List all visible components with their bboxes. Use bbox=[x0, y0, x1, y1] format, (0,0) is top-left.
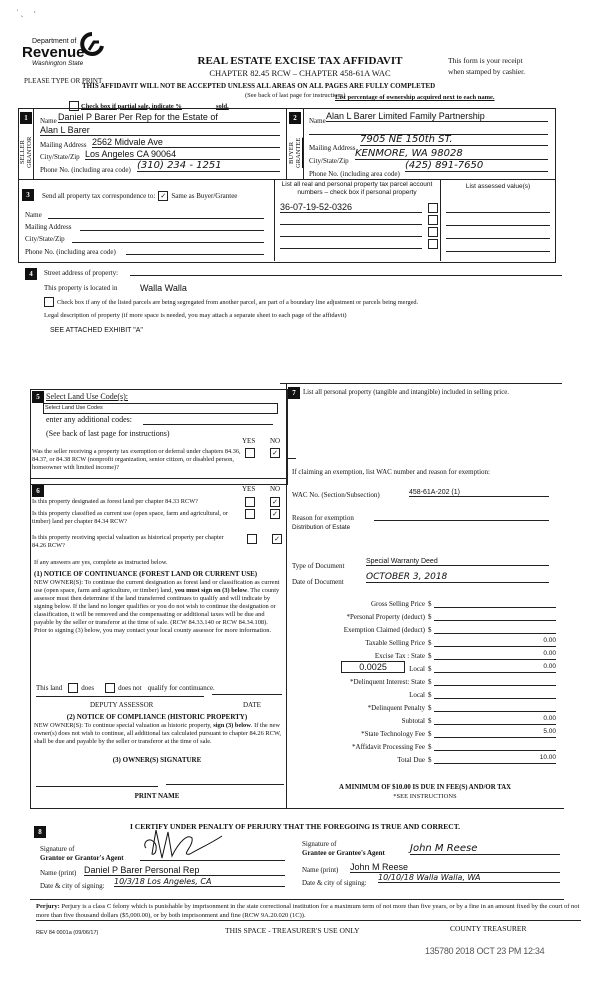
parcel-row bbox=[280, 201, 440, 213]
grantor-label: GRANTOR bbox=[26, 136, 33, 169]
amount-row-tech-fee bbox=[290, 725, 560, 738]
seller-name-field-2[interactable]: Alan L Barer bbox=[40, 125, 280, 136]
section-3-badge: 3 bbox=[22, 189, 34, 201]
treasurer-space: THIS SPACE - TREASURER'S USE ONLY bbox=[225, 926, 360, 935]
grantee-name-field[interactable]: John M Reese bbox=[350, 862, 560, 873]
currency-sign: $ bbox=[428, 717, 432, 725]
amount-field[interactable]: 0.00 bbox=[434, 663, 556, 673]
grantor-sig-label-1: Signature of bbox=[40, 845, 75, 853]
land-use-select[interactable]: Select Land Use Codes bbox=[43, 403, 278, 414]
doc-date-field[interactable]: OCTOBER 3, 2018 bbox=[366, 572, 549, 583]
corr-name-field[interactable] bbox=[48, 218, 264, 219]
currency-sign: $ bbox=[428, 652, 432, 660]
parties-divider bbox=[286, 108, 287, 179]
segregated-checkbox[interactable] bbox=[44, 297, 54, 307]
amount-label: *Delinquent Penalty bbox=[367, 704, 425, 712]
amount-field[interactable]: 5.00 bbox=[434, 728, 556, 738]
assessed-header: List assessed value(s) bbox=[465, 183, 531, 190]
if-yes-note: If any answers are yes, complete as instructed below. bbox=[34, 559, 168, 566]
assessed-column-border bbox=[440, 179, 441, 261]
receipt-note-2: when stamped by cashier. bbox=[448, 67, 526, 76]
amount-label: Local bbox=[409, 691, 425, 699]
section-6-yes-header: YES bbox=[242, 485, 256, 493]
parcel-row bbox=[280, 225, 440, 237]
assessed-value-field[interactable] bbox=[446, 201, 550, 213]
corr-name-label: Name bbox=[25, 211, 42, 219]
grantor-date-label: Date & city of signing: bbox=[40, 882, 105, 890]
currency-sign: $ bbox=[428, 756, 432, 764]
section-6-no-header: NO bbox=[270, 485, 281, 493]
section-2-inner-border bbox=[303, 108, 304, 179]
notice-1-title: (1) NOTICE OF CONTINUANCE (FOREST LAND OR CURRENT USE) bbox=[34, 570, 258, 578]
segregated-label: Check box if any of the listed parcels are being segregated from another parcel, are part of a boundary line adjustment or parcels being merged. bbox=[57, 298, 419, 306]
additional-codes-label: enter any additional codes: bbox=[46, 415, 132, 424]
same-as-buyer-label: Same as Buyer/Grantee bbox=[171, 192, 238, 200]
legal-description-label: Legal description of property (if more space is needed, you may attach a separate sheet to each page of the affidavit) bbox=[44, 312, 347, 319]
continuance-row bbox=[36, 683, 215, 693]
amount-row-penalty bbox=[290, 699, 560, 712]
reason-value[interactable]: Distribution of Estate bbox=[292, 524, 351, 531]
parcel-number-field[interactable] bbox=[280, 215, 422, 225]
parcel-number-field[interactable] bbox=[280, 239, 422, 249]
assessed-value-field[interactable] bbox=[446, 213, 550, 226]
seller-address-field[interactable]: 2562 Midvale Ave bbox=[92, 137, 280, 148]
current-use-question: Is this property classified as current use (open space, farm and agricultural, or timber) land per chapter 84.34 RCW? bbox=[32, 510, 228, 525]
currency-sign: $ bbox=[428, 730, 432, 738]
currency-sign: $ bbox=[428, 665, 432, 673]
amount-label: Gross Selling Price bbox=[370, 600, 425, 608]
notice-1-bold: you must sign on (3) below bbox=[174, 587, 248, 594]
amount-label: Excise Tax : State bbox=[374, 652, 425, 660]
amount-field[interactable] bbox=[434, 676, 556, 686]
buyer-address-field[interactable]: 7905 NE 150th ST. bbox=[360, 134, 548, 146]
personal-property-label: List all personal property (tangible and intangible) included in selling price. bbox=[303, 389, 509, 396]
buyer-phone-label: Phone No. (including area code) bbox=[309, 170, 400, 178]
amount-label: Local bbox=[409, 665, 425, 673]
amount-label: *Delinquent Interest: State bbox=[349, 678, 425, 686]
grantee-name-label: Name (print) bbox=[302, 866, 339, 874]
local-rate-group bbox=[290, 661, 425, 673]
grantor-signature-line[interactable] bbox=[140, 860, 285, 861]
lower-top-rule bbox=[280, 383, 562, 384]
grantee-date-field[interactable]: 10/10/18 Walla Walla, WA bbox=[378, 873, 560, 883]
grantor-signature[interactable] bbox=[140, 826, 240, 862]
owner-signature-line[interactable] bbox=[36, 786, 158, 787]
does-not-label: does not bbox=[118, 684, 142, 692]
historical-no-checkbox[interactable]: ✓ bbox=[272, 534, 282, 544]
amount-field[interactable] bbox=[434, 598, 556, 608]
amounts-table bbox=[290, 595, 560, 764]
section-5-see-back: (See back of last page for instructions) bbox=[46, 429, 170, 438]
section-5-badge: 5 bbox=[32, 391, 44, 403]
currency-sign: $ bbox=[428, 626, 432, 634]
perjury-bottom-rule bbox=[36, 920, 581, 921]
amount-row-personal bbox=[290, 608, 560, 621]
agency-line1: Department of bbox=[32, 38, 77, 45]
see-instructions: *SEE INSTRUCTIONS bbox=[393, 793, 457, 800]
notice-2-body bbox=[34, 722, 282, 746]
amount-label: Subtotal bbox=[401, 717, 425, 725]
assessed-value-field[interactable] bbox=[446, 239, 550, 252]
revenue-logo-icon bbox=[80, 32, 104, 58]
amount-field[interactable]: 0.00 bbox=[434, 650, 556, 660]
forest-land-no-checkbox[interactable]: ✓ bbox=[270, 497, 280, 507]
amount-label: *State Technology Fee bbox=[361, 730, 425, 738]
notice-2-bold: sign (3) below bbox=[213, 722, 251, 729]
perjury-text: Perjury is a class C felony which is punishable by imprisonment in the state correctional institution for a maximum term of not more than five years, or by a fine in an amount fixed by the court of not more than five thousand dollars ($5,000.00), or by both imprisonment and fine (RCW 9A.20.020 (1C)). bbox=[36, 903, 580, 919]
treasurer-stamp: 135780 2018 OCT 23 PM 12:34 bbox=[425, 946, 545, 956]
personal-property-checkbox[interactable] bbox=[428, 227, 438, 237]
perjury-bold: Perjury: bbox=[36, 903, 60, 910]
parcel-column-border bbox=[274, 179, 275, 261]
deputy-assessor-label: DEPUTY ASSESSOR bbox=[90, 701, 154, 709]
amount-row-interest-local bbox=[290, 686, 560, 699]
seller-side-label bbox=[19, 126, 33, 179]
buyer-address-label: Mailing Address bbox=[309, 144, 356, 152]
perjury-notice bbox=[36, 902, 581, 920]
section-5-no-checkbox[interactable]: ✓ bbox=[270, 448, 280, 458]
parties-hdivider bbox=[18, 179, 555, 180]
doc-type-label: Type of Document bbox=[292, 562, 345, 570]
grantee-sig-label-1: Signature of bbox=[302, 840, 337, 848]
form-number: REV 84 0001a (09/06/17) bbox=[36, 930, 99, 936]
section-7-divider bbox=[286, 458, 296, 459]
send-correspondence-label: Send all property tax correspondence to: bbox=[42, 192, 156, 200]
partial-sale-label: Check box if partial sale, indicate % bbox=[81, 102, 182, 110]
amount-field[interactable] bbox=[434, 689, 556, 699]
notice-2-body-b: . If the new owner(s) does not wish to continue, all additional tax calculated pursuant to chapter 84.26 RCW, shall be due and payable by the seller or transferor at the time of sale. bbox=[34, 722, 281, 745]
grantee-date-label: Date & city of signing: bbox=[302, 879, 367, 887]
assessor-date-line[interactable] bbox=[212, 694, 282, 695]
certify-statement: I CERTIFY UNDER PENALTY OF PERJURY THAT THE FOREGOING IS TRUE AND CORRECT. bbox=[130, 822, 461, 831]
personal-property-checkbox[interactable] bbox=[428, 215, 438, 225]
seller-name-field[interactable]: Daniel P Barer Per Rep for the Estate of bbox=[58, 112, 280, 123]
parcel-list bbox=[280, 201, 440, 249]
currency-sign: $ bbox=[428, 639, 432, 647]
section-5-yes-header: YES bbox=[242, 437, 256, 445]
street-address-field[interactable] bbox=[130, 266, 562, 276]
lower-bottom-rule bbox=[30, 808, 564, 809]
section-6-badge: 6 bbox=[32, 485, 44, 497]
personal-property-checkbox[interactable] bbox=[428, 239, 438, 249]
seller-phone-label: Phone No. (including area code) bbox=[40, 166, 131, 174]
grantor-name-field[interactable]: Daniel P Barer Personal Rep bbox=[84, 865, 285, 876]
personal-property-checkbox[interactable] bbox=[428, 203, 438, 213]
buyer-name-label: Name bbox=[309, 117, 326, 125]
located-in-label: This property is located in bbox=[44, 284, 118, 292]
parcel-row bbox=[280, 213, 440, 225]
corr-address-field[interactable] bbox=[80, 230, 264, 231]
currency-sign: $ bbox=[428, 678, 432, 686]
currency-sign: $ bbox=[428, 691, 432, 699]
notice-2-body-a: NEW OWNER(S): To continue special valuation as historic property, bbox=[34, 722, 212, 729]
assessed-list bbox=[446, 201, 550, 252]
currency-sign: $ bbox=[428, 600, 432, 608]
additional-codes-field[interactable] bbox=[143, 414, 273, 425]
amount-row-exemption bbox=[290, 621, 560, 634]
amount-field[interactable]: 10.00 bbox=[434, 754, 556, 764]
owner-signature-label: (3) OWNER(S) SIGNATURE bbox=[112, 756, 202, 764]
grantor-name-label: Name (print) bbox=[40, 869, 77, 877]
segregated-row bbox=[44, 297, 418, 307]
assessor-date-label: DATE bbox=[243, 701, 261, 709]
seller-address-label: Mailing Address bbox=[40, 141, 87, 149]
buyer-name-field[interactable]: Alan L Barer Limited Family Partnership bbox=[326, 111, 548, 122]
notice-1-body-b: . The county assessor must then determine if the land transferred continues to qualify and will indicate by signing below. If the land no longer qualifies or you do not wish to continue the designation or classification, it will be removed and the compensating or additional taxes will be due and payable by the seller or transferor at the time of sale. (RCW 84.33.140 or RCW 84.34.108). Prior to signing (3) below, you may contact your local county assessor for more information. bbox=[34, 587, 280, 634]
form-title: REAL ESTATE EXCISE TAX AFFIDAVIT bbox=[197, 55, 403, 67]
corr-city-field[interactable] bbox=[72, 242, 264, 243]
wac-field[interactable]: 458-61A-202 (1) bbox=[409, 489, 549, 497]
corr-address-label: Mailing Address bbox=[25, 223, 72, 231]
owner-signature-line-2[interactable] bbox=[166, 784, 284, 785]
see-back-instructions: (See back of last page for instructions) bbox=[245, 92, 346, 99]
amount-label: Total Due bbox=[397, 756, 425, 764]
amount-label: Exemption Claimed (deduct) bbox=[343, 626, 425, 634]
amount-field[interactable]: 0.00 bbox=[434, 715, 556, 725]
reason-field[interactable] bbox=[374, 512, 549, 521]
parcel-number-field[interactable] bbox=[280, 227, 422, 237]
wac-label: WAC No. (Section/Subsection) bbox=[292, 491, 380, 499]
amount-field[interactable] bbox=[434, 741, 556, 751]
grantee-signature[interactable]: John M Reese bbox=[410, 843, 560, 855]
amount-row-gross bbox=[290, 595, 560, 608]
parcel-header: List all real and personal property tax parcel account numbers – check box if personal property bbox=[281, 181, 433, 196]
form-subtitle: CHAPTER 82.45 RCW – CHAPTER 458-61A WAC bbox=[209, 68, 391, 78]
section-4-badge: 4 bbox=[25, 268, 37, 280]
section-5-yes-checkbox[interactable] bbox=[245, 448, 255, 458]
seller-city-label: City/State/Zip bbox=[40, 153, 80, 161]
amount-field[interactable] bbox=[434, 702, 556, 712]
qualify-label: qualify for continuance. bbox=[147, 684, 215, 692]
this-land-label: This land bbox=[36, 684, 63, 692]
legal-description-value[interactable]: SEE ATTACHED EXHIBIT "A" bbox=[50, 327, 143, 334]
agency-line2: Revenue bbox=[22, 44, 85, 61]
amount-field[interactable] bbox=[434, 624, 556, 634]
corr-phone-field[interactable] bbox=[126, 254, 264, 255]
notice-1-body bbox=[34, 579, 280, 635]
does-checkbox[interactable] bbox=[68, 683, 78, 693]
local-rate-field[interactable]: 0.0025 bbox=[341, 661, 405, 673]
current-use-no-checkbox[interactable]: ✓ bbox=[270, 509, 280, 519]
send-correspondence-row bbox=[42, 191, 237, 201]
amount-row-taxable bbox=[290, 634, 560, 647]
minimum-note: A MINIMUM OF $10.00 IS DUE IN FEE(S) AND/OR TAX bbox=[338, 784, 512, 791]
historical-question: Is this property receiving special valuation as historical property per chapter 84.26 RCW? bbox=[32, 534, 224, 549]
center-divider bbox=[286, 383, 287, 809]
amount-field[interactable] bbox=[434, 611, 556, 621]
buyer-side-label bbox=[288, 126, 302, 179]
partial-sale-sold: sold. bbox=[215, 102, 229, 110]
doc-date-label: Date of Document bbox=[292, 578, 344, 586]
amount-row-subtotal bbox=[290, 712, 560, 725]
amount-row-total bbox=[290, 751, 560, 764]
corr-city-label: City/State/Zip bbox=[25, 235, 65, 243]
amount-field[interactable]: 0.00 bbox=[434, 637, 556, 647]
section-8-badge: 8 bbox=[34, 826, 46, 838]
currency-sign: $ bbox=[428, 704, 432, 712]
buyer-phone-field[interactable]: (425) 891-7650 bbox=[405, 160, 548, 172]
same-as-buyer-checkbox[interactable]: ✓ bbox=[158, 191, 168, 201]
print-name-label: PRINT NAME bbox=[134, 792, 180, 800]
amount-row-interest-state bbox=[290, 673, 560, 686]
section-1-inner-border bbox=[33, 108, 34, 179]
forest-land-yes-checkbox[interactable] bbox=[245, 497, 255, 507]
agency-logo bbox=[22, 32, 107, 67]
parcel-row bbox=[280, 237, 440, 249]
section-5-no-header: NO bbox=[270, 437, 281, 445]
agency-line3: Washington State bbox=[32, 60, 84, 67]
assessed-value-field[interactable] bbox=[446, 226, 550, 239]
grantor-sig-label-2: Grantor or Grantor's Agent bbox=[40, 854, 124, 862]
amount-label: *Personal Property (deduct) bbox=[346, 613, 425, 621]
currency-sign: $ bbox=[428, 743, 432, 751]
does-not-checkbox[interactable] bbox=[105, 683, 115, 693]
grantee-label: GRANTEE bbox=[295, 137, 302, 168]
located-in-value[interactable]: Walla Walla bbox=[140, 283, 187, 293]
grantee-sig-label-2: Grantee or Grantee's Agent bbox=[302, 849, 385, 857]
does-label: does bbox=[81, 684, 95, 692]
currency-sign: $ bbox=[428, 613, 432, 621]
land-use-label: Select Land Use Code(s): bbox=[46, 392, 128, 401]
amount-row-processing-fee bbox=[290, 738, 560, 751]
section-6-top-rule bbox=[30, 478, 286, 479]
doc-type-field[interactable]: Special Warranty Deed bbox=[366, 558, 549, 566]
amount-row-state-tax bbox=[290, 647, 560, 660]
parcel-number-field[interactable]: 36-07-19-52-0326 bbox=[280, 202, 422, 213]
deputy-assessor-signature-line[interactable] bbox=[36, 696, 204, 697]
corr-phone-label: Phone No. (including area code) bbox=[25, 248, 116, 256]
amount-label: *Affidavit Processing Fee bbox=[352, 743, 425, 751]
seller-phone-field[interactable]: (310) 234 - 1251 bbox=[137, 160, 280, 172]
buyer-city-field[interactable]: KENMORE, WA 98028 bbox=[355, 148, 548, 160]
type-or-print: PLEASE TYPE OR PRINT bbox=[24, 77, 103, 85]
notice-2-title: (2) NOTICE OF COMPLIANCE (HISTORIC PROPERTY) bbox=[66, 713, 248, 721]
county-treasurer: COUNTY TREASURER bbox=[450, 924, 527, 933]
left-border bbox=[30, 389, 31, 809]
section-7-badge: 7 bbox=[288, 387, 300, 399]
buyer-city-label: City/State/Zip bbox=[309, 157, 349, 165]
seller-name-label: Name bbox=[40, 117, 57, 125]
scan-marks: ˙ ˏ · bbox=[16, 8, 36, 17]
section-8-bottom-rule bbox=[30, 899, 564, 900]
acceptance-warning: THIS AFFIDAVIT WILL NOT BE ACCEPTED UNLESS ALL AREAS ON ALL PAGES ARE FULLY COMPLETED bbox=[82, 82, 436, 90]
seller-label: SELLER bbox=[19, 140, 26, 165]
street-address-label: Street address of property: bbox=[44, 269, 119, 277]
seller-city-field[interactable]: Los Angeles CA 90064 bbox=[85, 149, 280, 160]
grantor-date-field[interactable]: 10/3/18 Los Angeles, CA bbox=[114, 877, 285, 887]
reason-label: Reason for exemption bbox=[292, 514, 354, 522]
receipt-note-1: This form is your receipt bbox=[448, 56, 523, 65]
amount-row-local-tax bbox=[290, 660, 560, 673]
exemption-header: If claiming an exemption, list WAC number and reason for exemption: bbox=[292, 468, 490, 476]
ownership-note: List percentage of ownership acquired next to each name. bbox=[335, 94, 495, 101]
exemption-question: Was the seller receiving a property tax exemption or deferral under chapters 84.36, 84.37, or 84.38 RCW (nonprofit organization, senior citizen, or disabled person, homeowner with limited income)? bbox=[32, 448, 241, 471]
section-1-badge: 1 bbox=[20, 112, 32, 124]
notice-1-body-a: NEW OWNER(S): To continue the current designation as forest land or classification as current use (open space, farm and agriculture, or timber) land, bbox=[34, 579, 280, 594]
buyer-label: BUYER bbox=[288, 141, 295, 164]
amount-label: Taxable Selling Price bbox=[365, 639, 425, 647]
section-2-badge: 2 bbox=[289, 112, 301, 124]
forest-land-question: Is this property designated as forest land per chapter 84.33 RCW? bbox=[32, 498, 198, 505]
current-use-yes-checkbox[interactable] bbox=[245, 509, 255, 519]
historical-yes-checkbox[interactable] bbox=[247, 534, 257, 544]
